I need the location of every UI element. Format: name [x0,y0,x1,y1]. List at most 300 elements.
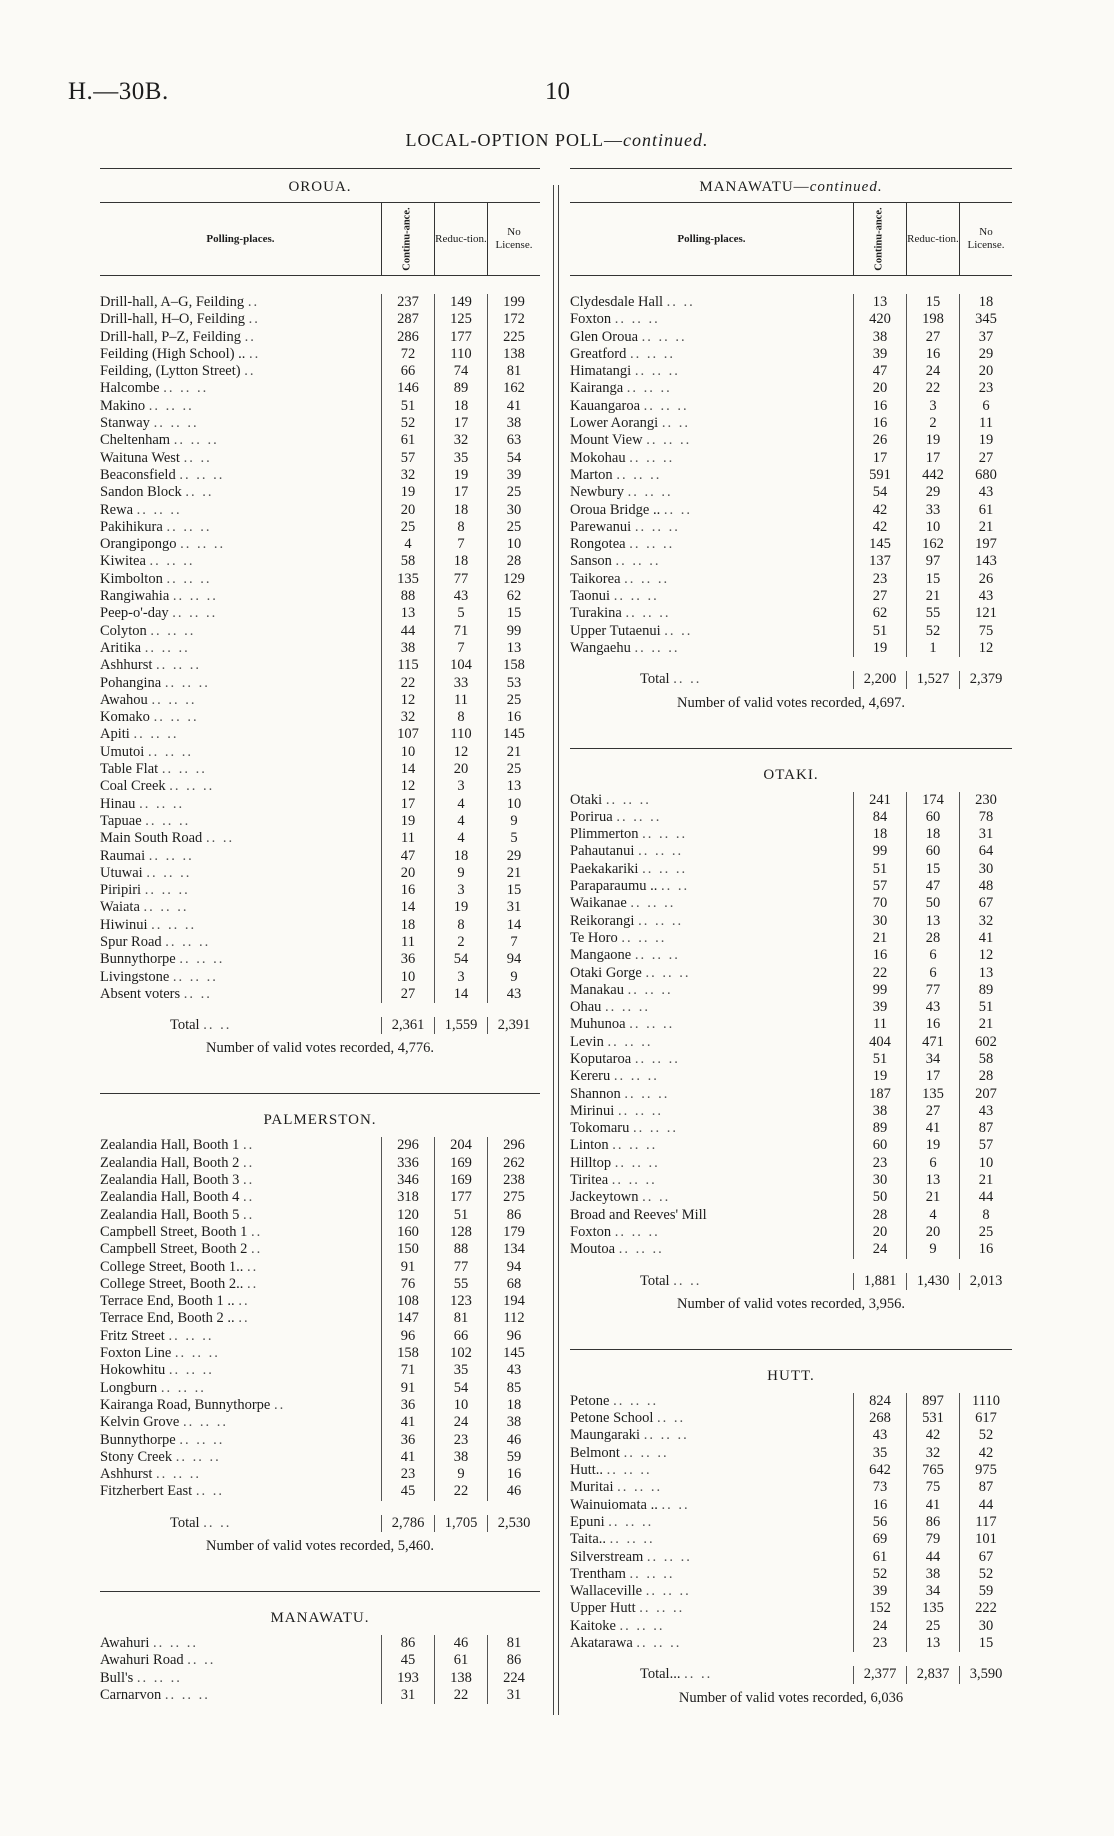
leader-dots: .. .. .. [605,999,651,1016]
table-row [100,502,540,519]
total-no-license: 3,590 [959,1666,1012,1683]
continuance-value: 16 [853,415,906,432]
polling-place-name: Bunnythorpe [100,951,176,968]
polling-place-cell [100,1310,381,1327]
table-row [100,1449,540,1466]
reduction-value: 55 [906,605,959,622]
no-license-value: 78 [959,809,1012,826]
leader-dots: .. .. .. [151,691,197,708]
leader-dots: .. .. .. [156,657,201,674]
reduction-value: 17 [906,1068,959,1085]
continuance-value: 237 [381,294,434,311]
leader-dots: .. .. .. [151,916,197,933]
continuance-value: 160 [381,1224,434,1241]
reduction-value: 10 [906,519,959,536]
table-row [100,484,540,501]
polling-place-cell [100,951,381,968]
section-oroua [100,168,540,1063]
polling-place-cell [100,1432,381,1449]
table-row [570,982,1012,999]
polling-place-cell [570,467,853,484]
no-license-value: 222 [959,1600,1012,1617]
polling-place-cell [570,588,853,605]
table-row [570,895,1012,912]
continuance-value: 135 [381,571,434,588]
reduction-value: 123 [434,1293,487,1310]
no-license-value: 62 [487,588,540,605]
no-license-value: 43 [959,588,1012,605]
continuance-value: 39 [853,1583,906,1600]
polling-place-name: Plimmerton [570,826,639,843]
reduction-value: 110 [434,726,487,743]
continuance-value: 24 [853,1241,906,1258]
leader-dots: .. .. .. [166,570,212,587]
polling-place-name: Longburn [100,1379,158,1396]
reduction-value: 169 [434,1172,487,1189]
table-row [570,1410,1012,1427]
no-license-value: 10 [487,536,540,553]
polling-place-cell [570,1583,853,1600]
no-license-value: 21 [959,519,1012,536]
continuance-value: 58 [381,553,434,570]
leader-dots: .. .. [664,622,693,639]
leader-dots: .. .. .. [613,1068,659,1085]
leader-dots: .. .. .. [612,1137,658,1154]
no-license-value: 38 [487,1414,540,1431]
polling-place-name: Colyton [100,622,147,639]
leader-dots: .. [242,1137,255,1154]
section-title: OROUA. [288,179,352,195]
leader-dots: .. .. .. [609,1531,655,1548]
table-row [100,1310,540,1327]
continuance-value: 39 [853,346,906,363]
reduction-value: 79 [906,1531,959,1548]
continuance-value: 96 [381,1328,434,1345]
reduction-value: 28 [906,930,959,947]
continuance-value: 336 [381,1155,434,1172]
continuance-value: 14 [381,761,434,778]
polling-place-cell [100,588,381,605]
reduction-value: 13 [906,1635,959,1652]
reduction-value: 27 [906,329,959,346]
section-hutt [570,1349,1012,1713]
leader-dots: .. [238,1310,250,1327]
reduction-value: 52 [906,623,959,640]
polling-place-name: Fitzherbert East [100,1483,193,1500]
table-row [570,1189,1012,1206]
leader-dots: .. [247,294,260,310]
polling-place-name: Stanway [100,415,150,432]
table-row [570,1583,1012,1600]
polling-place-name: Livingstone [100,968,170,985]
continuance-value: 10 [381,744,434,761]
total-no-license: 2,530 [487,1515,540,1532]
table-row [100,934,540,951]
table-row [570,1034,1012,1051]
table-row [100,744,540,761]
polling-place-cell [570,1462,853,1479]
leader-dots: .. .. [666,294,695,310]
leader-dots: .. .. .. [617,1479,663,1496]
table-row [100,571,540,588]
polling-place-name: Kimbolton [100,570,163,587]
polling-place-name: Peep-o'-day [100,605,169,622]
table-row [570,623,1012,640]
polling-place-name: Tapuae [100,812,142,829]
polling-place-name: Hiwinui [100,916,148,933]
no-license-value: 15 [959,1635,1012,1652]
polling-place-cell [570,1445,853,1462]
polling-place-name: Pahautanui [570,843,635,860]
no-license-value: 44 [959,1189,1012,1206]
reduction-value: 169 [434,1155,487,1172]
polling-place-cell [570,1034,853,1051]
no-license-value: 975 [959,1462,1012,1479]
no-license-value: 20 [959,363,1012,380]
header-reduction: Reduc-tion. [434,203,487,275]
polling-place-cell [100,294,381,311]
leader-dots: .. .. .. [149,553,195,570]
no-license-value: 117 [959,1514,1012,1531]
polling-place-name: Campbell Street, Booth 1 [100,1223,248,1240]
reduction-value: 18 [434,398,487,415]
polling-place-name: Zealandia Hall, Booth 3 [100,1172,240,1189]
table-row [100,363,540,380]
polling-place-cell [100,1687,381,1704]
polling-place-cell [570,553,853,570]
reduction-value: 4 [434,813,487,830]
polling-place-cell [570,895,853,912]
reduction-value: 15 [906,861,959,878]
table-row [100,1466,540,1483]
table-row [100,623,540,640]
polling-place-cell [570,1531,853,1548]
polling-place-name: Awahuri Road [100,1652,184,1669]
polling-place-cell [100,899,381,916]
reduction-value: 43 [906,999,959,1016]
no-license-value: 145 [487,726,540,743]
table-row [570,1635,1012,1652]
polling-place-name: Kairanga [570,380,624,397]
leader-dots: .. .. [195,1483,224,1500]
polling-place-cell [570,999,853,1016]
total-label-cell [570,1666,853,1683]
polling-place-name: Waikanae [570,895,627,912]
table-row [570,1137,1012,1154]
polling-place-name: Clydesdale Hall [570,294,664,310]
continuance-value: 16 [853,398,906,415]
polling-place-name: Feilding (High School) .. [100,345,246,362]
continuance-value: 32 [381,709,434,726]
continuance-value: 30 [853,1172,906,1189]
polling-place-cell [100,761,381,778]
polling-place-name: Terrace End, Booth 2 .. [100,1310,235,1327]
table-row [100,813,540,830]
leader-dots: .. .. .. [642,860,688,877]
reduction-value: 125 [434,311,487,328]
reduction-value: 60 [906,809,959,826]
table-row [570,1172,1012,1189]
table-row [570,467,1012,484]
polling-place-cell [570,329,853,346]
continuance-value: 69 [853,1531,906,1548]
polling-place-name: Rangiwahia [100,588,170,605]
reduction-value: 54 [434,1380,487,1397]
table-row [570,792,1012,809]
polling-place-cell [100,311,381,328]
leader-dots: .. .. .. [613,588,659,605]
polling-place-cell [570,878,853,895]
reduction-value: 34 [906,1051,959,1068]
polling-place-name: Marton [570,466,613,483]
continuance-value: 47 [381,848,434,865]
page-title-main: LOCAL-OPTION POLL— [405,130,623,150]
reduction-value: 442 [906,467,959,484]
table-row [100,1635,540,1652]
no-license-value: 225 [487,329,540,346]
no-license-value: 25 [487,484,540,501]
leader-dots: .. .. .. [638,843,684,860]
no-license-value: 16 [487,1466,540,1483]
reduction-value: 46 [434,1635,487,1652]
table-row [100,675,540,692]
polling-place-cell [570,294,853,311]
polling-place-cell [100,1652,381,1669]
reduction-value: 110 [434,346,487,363]
no-license-value: 15 [487,605,540,622]
continuance-value: 61 [381,432,434,449]
table-body [100,276,540,1063]
polling-place-name: Wallaceville [570,1583,643,1600]
polling-place-name: Muhunoa [570,1016,626,1033]
total-reduction: 1,527 [906,671,959,688]
leader-dots: .. [249,345,261,362]
no-license-value: 101 [959,1531,1012,1548]
continuance-value: 84 [853,809,906,826]
continuance-value: 4 [381,536,434,553]
polling-place-cell [570,1241,853,1258]
polling-place-cell [570,1051,853,1068]
table-row [570,1566,1012,1583]
header-no-license: No License. [959,203,1012,275]
reduction-value: 102 [434,1345,487,1362]
polling-place-cell [100,1483,381,1500]
leader-dots: .. .. .. [179,951,225,968]
reduction-value: 8 [434,917,487,934]
no-license-value: 238 [487,1172,540,1189]
total-label-cell [570,1273,853,1290]
column-header-row [570,202,1012,276]
continuance-value: 91 [381,1380,434,1397]
polling-place-name: Mount View [570,432,643,449]
table-row [100,969,540,986]
leader-dots: .. [273,1396,286,1413]
polling-place-cell [100,657,381,674]
no-license-value: 52 [959,1427,1012,1444]
reduction-value: 4 [906,1207,959,1224]
table-row [570,588,1012,605]
reduction-value: 88 [434,1241,487,1258]
polling-place-name: Foxton [570,1223,612,1240]
leader-dots: .. .. .. [145,812,191,829]
continuance-value: 66 [381,363,434,380]
polling-place-name: Sanson [570,553,612,570]
polling-place-cell [570,380,853,397]
reduction-value: 21 [906,588,959,605]
polling-place-name: Halcombe [100,380,160,397]
polling-place-cell [100,398,381,415]
continuance-value: 89 [853,1120,906,1137]
continuance-value: 187 [853,1086,906,1103]
polling-place-name: Orangipongo [100,536,177,553]
polling-place-name: Trentham [570,1565,626,1582]
continuance-value: 150 [381,1241,434,1258]
polling-place-name: Kaitoke [570,1617,616,1634]
table-row [100,778,540,795]
total-continuance: 1,881 [853,1273,906,1290]
no-license-value: 230 [959,792,1012,809]
leader-dots: .. .. .. [139,795,185,812]
table-row [570,1120,1012,1137]
leader-dots: .. .. .. [633,1120,679,1137]
polling-place-cell [100,675,381,692]
polling-place-name: Piripiri [100,882,142,899]
no-license-value: 54 [487,450,540,467]
table-row [570,947,1012,964]
continuance-value: 28 [853,1207,906,1224]
table-row [100,865,540,882]
polling-place-cell [100,605,381,622]
polling-place-name: Kairanga Road, Bunnythorpe [100,1396,271,1413]
table-row [100,1224,540,1241]
table-row [570,1531,1012,1548]
total-continuance: 2,361 [381,1017,434,1034]
polling-place-name: Terrace End, Booth 1 .. [100,1293,235,1310]
continuance-value: 72 [381,346,434,363]
no-license-value: 86 [487,1652,540,1669]
reduction-value: 6 [906,965,959,982]
no-license-value: 48 [959,878,1012,895]
leader-dots: .. .. .. [643,397,689,414]
table-row [570,1600,1012,1617]
no-license-value: 30 [487,502,540,519]
table-row [570,484,1012,501]
reduction-value: 10 [434,1397,487,1414]
polling-place-cell [100,882,381,899]
total-label: Total [640,1272,670,1289]
polling-place-cell [570,1427,853,1444]
continuance-value: 19 [853,640,906,657]
continuance-value: 137 [853,553,906,570]
polling-place-cell [570,913,853,930]
section-title: HUTT. [767,1367,815,1384]
continuance-value: 11 [853,1016,906,1033]
no-license-value: 179 [487,1224,540,1241]
polling-place-cell [100,1328,381,1345]
leader-dots: .. .. .. [613,1392,659,1409]
page-title-continued: continued. [623,130,709,150]
reduction-value: 6 [906,947,959,964]
polling-place-cell [100,1362,381,1379]
leader-dots: .. .. .. [618,1241,664,1258]
continuance-value: 23 [853,1155,906,1172]
continuance-value: 36 [381,1432,434,1449]
leader-dots: .. .. .. [164,1686,210,1703]
no-license-value: 31 [487,899,540,916]
leader-dots: .. .. [663,501,692,518]
table-body [570,1391,1012,1713]
continuance-value: 13 [381,605,434,622]
polling-place-name: Stony Creek [100,1448,173,1465]
leader-dots: .. [244,363,256,380]
polling-place-cell [570,1068,853,1085]
continuance-value: 62 [853,605,906,622]
table-row [570,826,1012,843]
column-divider [553,185,559,1715]
polling-place-name: Pohangina [100,674,162,691]
reduction-value: 7 [434,536,487,553]
polling-place-cell [570,1566,853,1583]
leader-dots: .. .. .. [165,933,211,950]
continuance-value: 19 [853,1068,906,1085]
reduction-value: 11 [434,692,487,709]
table-row [570,536,1012,553]
leader-dots: .. [244,328,256,345]
reduction-value: 13 [906,1172,959,1189]
leader-dots: .. .. .. [173,432,219,449]
section-manawatu [100,1591,540,1704]
polling-place-cell [100,1670,381,1687]
polling-place-cell [100,415,381,432]
leader-dots: .. .. .. [629,449,675,466]
continuance-value: 152 [853,1600,906,1617]
polling-place-name: Te Horo [570,929,618,946]
reduction-value: 97 [906,553,959,570]
polling-place-cell [570,1155,853,1172]
polling-place-cell [570,1189,853,1206]
leader-dots: .. .. [673,1272,702,1289]
table-row [100,882,540,899]
continuance-value: 23 [853,1635,906,1652]
header-polling-places: Polling-places. [677,233,746,245]
no-license-value: 16 [487,709,540,726]
leader-dots: .. .. .. [161,761,207,778]
polling-place-cell [570,982,853,999]
no-license-value: 25 [487,692,540,709]
table-row [100,1259,540,1276]
no-license-value: 13 [487,640,540,657]
section-title: PALMERSTON. [263,1112,377,1129]
table-row [100,1137,540,1154]
leader-dots: .. .. .. [153,415,199,432]
no-license-value: 25 [487,761,540,778]
polling-place-cell [100,986,381,1003]
polling-place-cell [570,1549,853,1566]
polling-place-name: Table Flat [100,761,159,778]
no-license-value: 25 [487,519,540,536]
section-title: OTAKI. [763,766,819,783]
leader-dots: .. .. .. [634,518,680,535]
continuance-value: 296 [381,1137,434,1154]
polling-place-name: Awahou [100,691,148,708]
reduction-value: 18 [434,502,487,519]
continuance-value: 52 [853,1566,906,1583]
reduction-value: 86 [906,1514,959,1531]
polling-place-name: Hinau [100,795,136,812]
continuance-value: 18 [381,917,434,934]
no-license-value: 12 [959,947,1012,964]
total-continuance: 2,377 [853,1666,906,1683]
